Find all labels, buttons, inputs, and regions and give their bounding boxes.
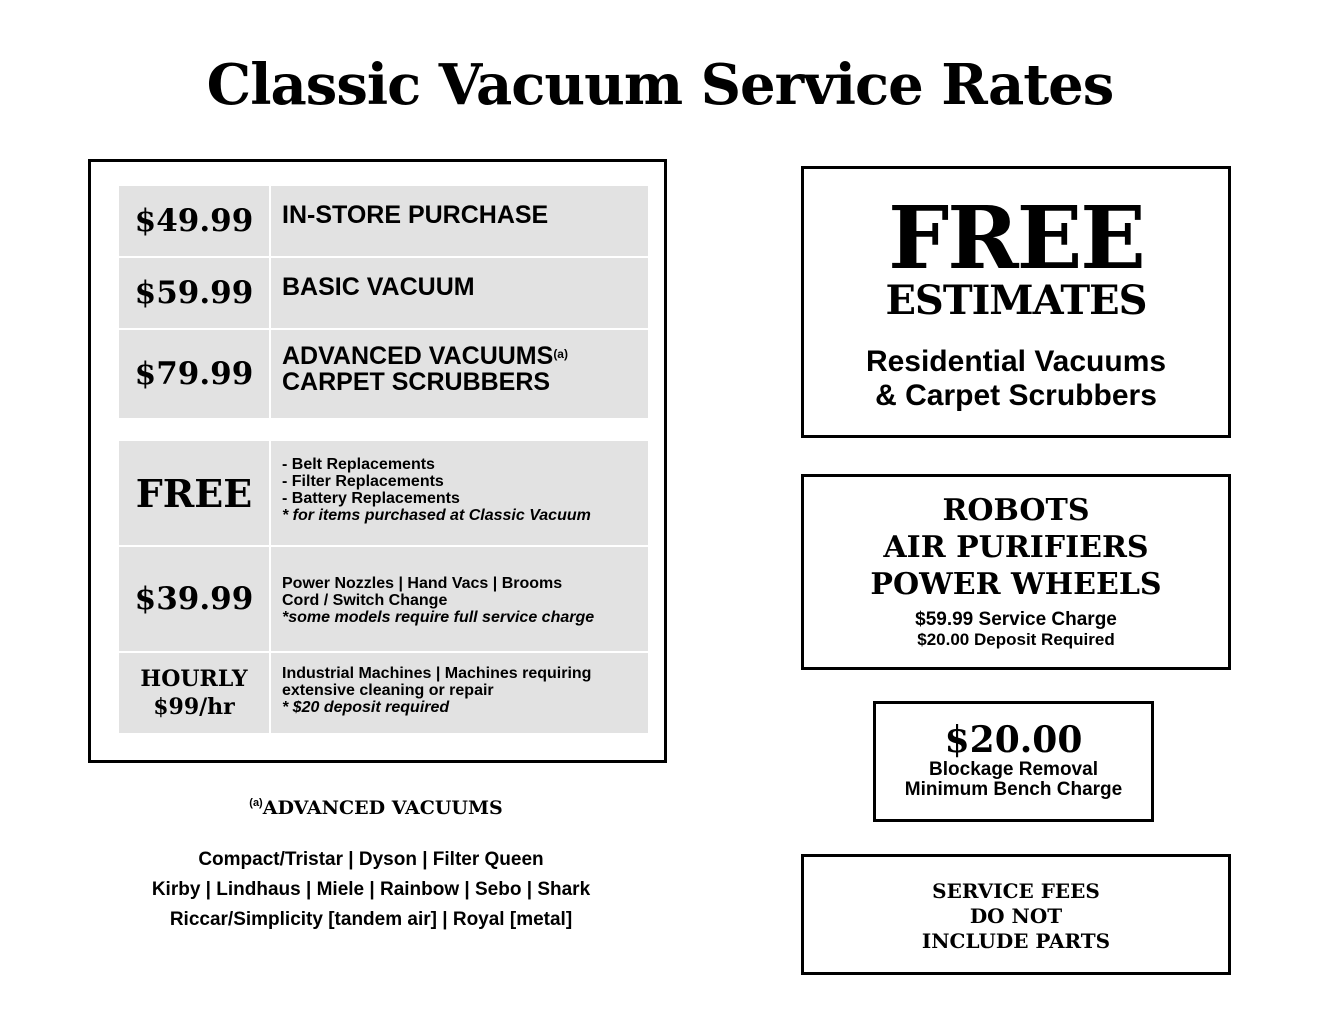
blockage-line: Minimum Bench Charge <box>904 779 1123 800</box>
fees-line: INCLUDE PARTS <box>921 929 1111 953</box>
rate-description-line: - Battery Replacements <box>282 490 460 507</box>
rate-row <box>119 186 648 258</box>
free-estimates-subtext <box>804 345 1228 413</box>
rate-price <box>119 653 271 733</box>
fees-line: DO NOT <box>969 904 1063 928</box>
rate-price: FREE <box>119 441 271 545</box>
footnote-mark: (a) <box>249 797 263 809</box>
rate-description-line: ADVANCED VACUUMS <box>282 342 554 370</box>
brand-list <box>88 845 654 935</box>
rate-row <box>119 441 648 547</box>
rate-description-line: Power Nozzles | Hand Vacs | Brooms <box>282 575 563 592</box>
rate-row <box>119 547 648 653</box>
rate-note: *some models require full service charge <box>282 609 595 626</box>
service-fees-box <box>801 854 1231 975</box>
rate-description-line: - Belt Replacements <box>282 456 435 473</box>
service-category: AIR PURIFIERS <box>883 530 1149 565</box>
rate-row <box>119 330 648 418</box>
fees-line: SERVICE FEES <box>932 879 1100 903</box>
blockage-line: Blockage Removal <box>929 759 1098 780</box>
blockage-box <box>873 701 1154 822</box>
rate-description-line: Cord / Switch Change <box>282 592 448 609</box>
rate-description-line: Industrial Machines | Machines requiring <box>282 665 592 682</box>
footnote-mark: (a) <box>553 347 568 361</box>
service-category: ROBOTS <box>942 493 1090 528</box>
footnote-heading <box>88 797 664 819</box>
brand-line: Riccar/Simplicity [tandem air] | Royal [metal] <box>169 909 573 930</box>
rate-note: * for items purchased at Classic Vacuum <box>282 507 591 524</box>
rates-panel <box>88 159 667 763</box>
rate-row <box>119 653 648 733</box>
rate-description-line: - Filter Replacements <box>282 473 444 490</box>
rate-description: IN-STORE PURCHASE <box>282 201 549 229</box>
rate-note: * $20 deposit required <box>282 699 450 716</box>
service-category: POWER WHEELS <box>870 567 1162 602</box>
rate-row <box>119 258 648 330</box>
free-estimates-box <box>801 166 1231 438</box>
rate-description-line: extensive cleaning or repair <box>282 682 494 699</box>
brand-line: Compact/Tristar | Dyson | Filter Queen <box>198 849 544 870</box>
rate-price: $59.99 <box>119 258 271 328</box>
rate-description <box>271 547 648 651</box>
rate-price: $79.99 <box>119 330 271 418</box>
rate-description <box>271 653 648 733</box>
subtext-line: Residential Vacuums <box>865 345 1167 378</box>
footnote-heading-text: ADVANCED VACUUMS <box>262 797 503 819</box>
service-charge: $59.99 Service Charge <box>915 609 1117 630</box>
rate-price-value: $99/hr <box>153 694 235 720</box>
free-heading: FREE <box>888 188 1144 289</box>
brand-line: Kirby | Lindhaus | Miele | Rainbow | Sebo | Shark <box>151 879 591 900</box>
rate-price: $39.99 <box>119 547 271 651</box>
rate-description-line: CARPET SCRUBBERS <box>282 368 551 396</box>
rate-description <box>271 330 648 418</box>
subtext-line: & Carpet Scrubbers <box>875 379 1157 412</box>
rates-table-main <box>119 186 648 418</box>
robots-box <box>801 474 1231 670</box>
rate-description <box>271 441 648 545</box>
rate-price: $49.99 <box>119 186 271 256</box>
rate-description: BASIC VACUUM <box>282 273 475 301</box>
page-title: Classic Vacuum Service Rates <box>206 52 1114 118</box>
estimates-heading: ESTIMATES <box>885 277 1147 324</box>
rates-table-other <box>119 441 648 733</box>
deposit-note: $20.00 Deposit Required <box>917 630 1115 649</box>
rate-price-label: HOURLY <box>140 666 248 692</box>
blockage-price: $20.00 <box>944 719 1083 761</box>
